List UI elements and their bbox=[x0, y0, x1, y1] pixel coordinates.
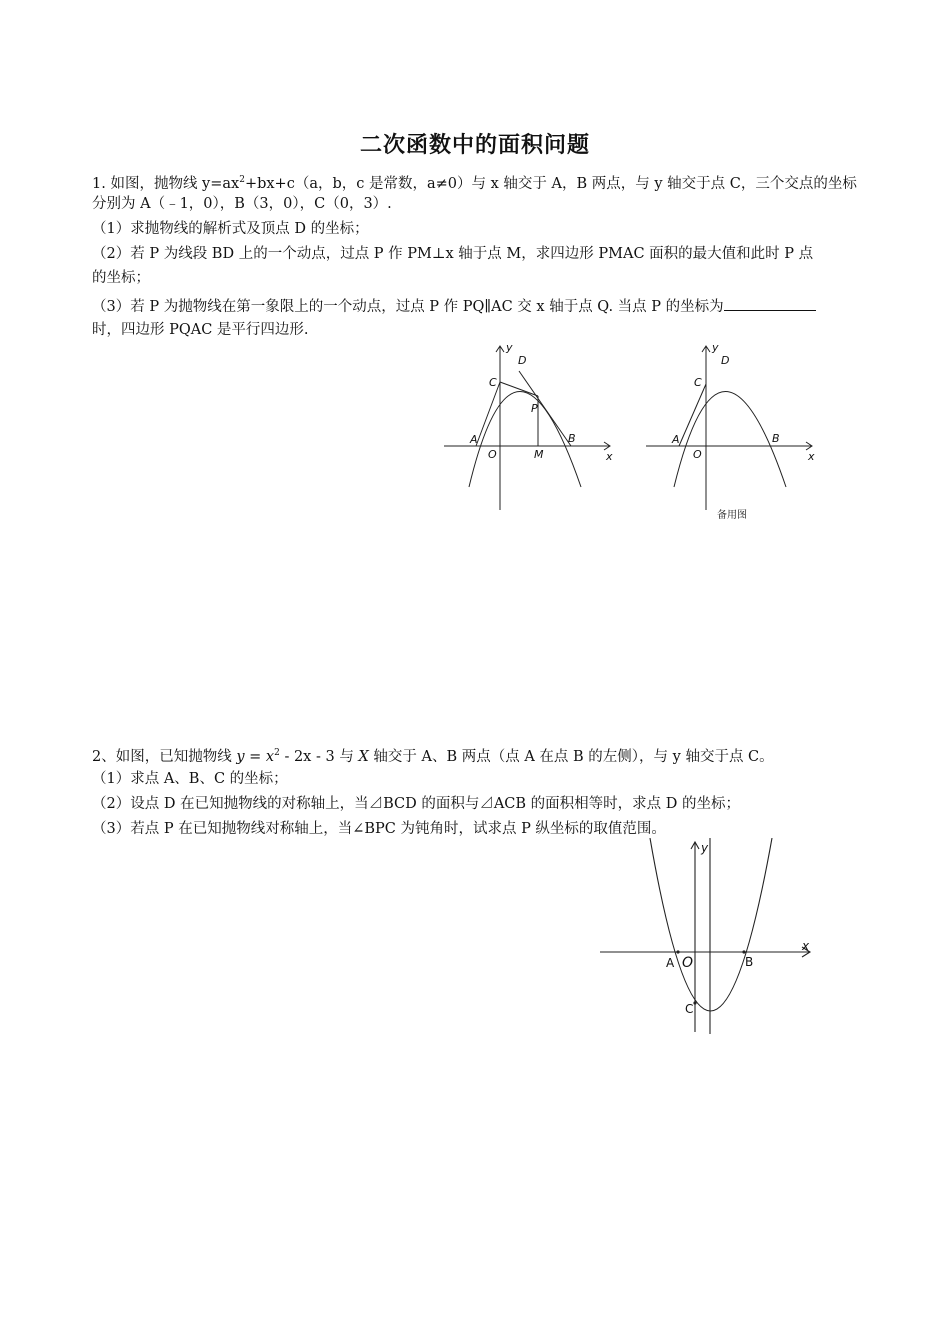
eq-rest: - 2x - 3 bbox=[279, 748, 335, 765]
q2-part3: （3）若点 P 在已知抛物线对称轴上，当∠BPC 为钝角时，试求点 P 纵坐标的取值范围。 bbox=[92, 821, 666, 837]
eq-sup: 2 bbox=[274, 748, 280, 758]
label-y: y bbox=[701, 841, 709, 855]
page-title: 二次函数中的面积问题 bbox=[359, 133, 590, 158]
q1-figure-backup bbox=[642, 340, 822, 525]
q1-part3a-text: （3）若 P 为抛物线在第一象限上的一个动点，过点 P 作 PQ∥AC 交 x 轴于点 Q. 当点 P 的坐标为 bbox=[92, 299, 724, 315]
segment-cp bbox=[500, 382, 538, 396]
q2-line1-a: 2、如图，已知抛物线 bbox=[92, 748, 237, 765]
label-c: C bbox=[685, 1002, 694, 1016]
label-d: D bbox=[721, 354, 730, 367]
parabola bbox=[650, 838, 772, 1011]
q1-line2: 分别为 A（﹣1，0），B（3，0），C（0，3）. bbox=[92, 196, 392, 212]
figure-caption: 备用图 bbox=[717, 510, 747, 521]
point-b bbox=[742, 950, 745, 953]
q2-xaxis: X bbox=[358, 748, 369, 765]
label-c: C bbox=[694, 376, 702, 389]
label-x: x bbox=[606, 450, 613, 463]
parabola bbox=[469, 392, 581, 488]
q1-part2b: 的坐标； bbox=[92, 270, 150, 286]
label-b: B bbox=[568, 432, 576, 445]
label-d: D bbox=[518, 354, 527, 367]
label-x: x bbox=[802, 939, 810, 953]
q1-figure-main bbox=[440, 340, 620, 515]
q2-part2: （2）设点 D 在已知抛物线的对称轴上，当⊿BCD 的面积与⊿ACB 的面积相等时，求点 D 的坐标； bbox=[92, 796, 740, 812]
q1-part1: （1）求抛物线的解析式及顶点 D 的坐标； bbox=[92, 221, 369, 237]
segment-db bbox=[519, 371, 571, 446]
label-y: y bbox=[712, 341, 719, 354]
q2-line1 bbox=[92, 743, 774, 767]
label-o: O bbox=[693, 448, 702, 461]
label-b: B bbox=[745, 955, 754, 969]
point-c bbox=[693, 1001, 696, 1004]
eq-equals: = bbox=[244, 748, 266, 765]
eq-y: y bbox=[236, 748, 245, 765]
label-a: A bbox=[470, 433, 478, 446]
q1-line1-b: +bx+c（a，b，c 是常数，a≠0）与 x 轴交于 A，B 两点，与 y 轴交于点 C，三个交点的坐标 bbox=[244, 175, 857, 192]
eq-x: x bbox=[265, 748, 275, 765]
label-c: C bbox=[489, 376, 497, 389]
parabola bbox=[674, 392, 786, 488]
label-y: y bbox=[506, 341, 513, 354]
label-a: A bbox=[672, 433, 680, 446]
q2-part1: （1）求点 A、B、C 的坐标； bbox=[92, 771, 288, 787]
point-a bbox=[676, 950, 679, 953]
label-a: A bbox=[666, 956, 675, 970]
q1-part2a: （2）若 P 为线段 BD 上的一个动点，过点 P 作 PM⊥x 轴于点 M，求四边形 PMAC 面积的最大值和此时 P 点 bbox=[92, 246, 814, 262]
label-o: O bbox=[488, 448, 497, 461]
label-o: O bbox=[682, 955, 694, 971]
label-b: B bbox=[772, 432, 780, 445]
answer-blank bbox=[724, 296, 816, 311]
q2-line1-c: 轴交于 A、B 两点（点 A 在点 B 的左侧），与 y 轴交于点 C。 bbox=[368, 748, 774, 765]
q1-part3b: 时，四边形 PQAC 是平行四边形. bbox=[92, 322, 309, 338]
q1-line1-a: 1. 如图，抛物线 y=ax bbox=[92, 175, 240, 192]
q2-line1-b: 与 bbox=[334, 748, 359, 765]
q2-figure bbox=[598, 838, 820, 1036]
label-m: M bbox=[534, 448, 544, 461]
segment-ac bbox=[476, 382, 500, 446]
q1-line1 bbox=[92, 170, 857, 194]
segment-ac bbox=[679, 384, 706, 446]
label-x: x bbox=[808, 450, 815, 463]
q1-part3a bbox=[92, 296, 816, 317]
q1-line1-sup: 2 bbox=[239, 175, 245, 185]
label-p: P bbox=[531, 402, 538, 415]
